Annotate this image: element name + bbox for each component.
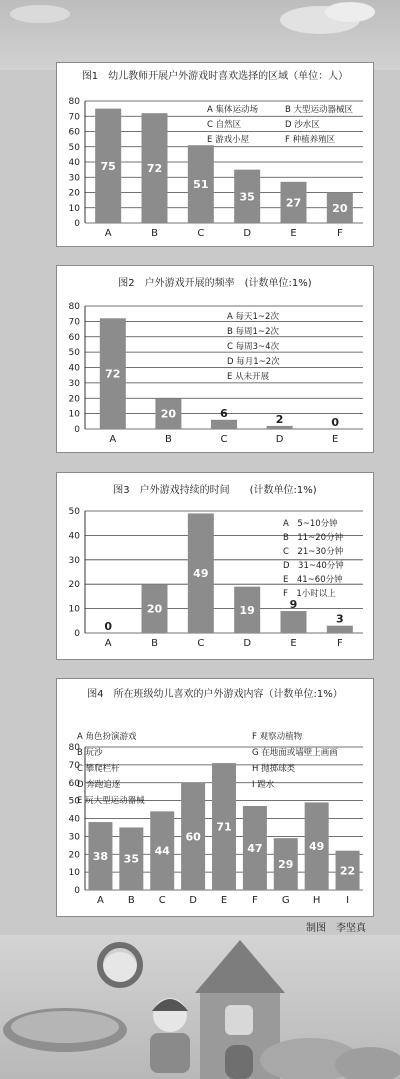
chart-2-legend-item: C 每周3~4次 (227, 342, 280, 352)
chart-2-bar-D (267, 426, 293, 429)
chart-4-legend-item: A 角色扮演游戏 (77, 732, 137, 742)
chart-4-legend-item: G 在地面或墙壁上画画 (252, 748, 338, 758)
chart-4-value-label: 38 (92, 850, 109, 864)
chart-4-x-tick-label: F (252, 895, 258, 906)
chart-3-x-tick-label: B (151, 638, 158, 649)
chart-3-value-label: 19 (239, 603, 255, 617)
chart-4-y-tick-label: 0 (74, 886, 80, 896)
chart-2-bar-C (211, 420, 237, 429)
chart-2-y-tick-label: 80 (68, 302, 80, 312)
chart-4-y-tick-label: 70 (68, 760, 80, 771)
chart-2-legend-item: A 每天1~2次 (227, 312, 279, 322)
chart-1-title: 图1 幼儿教师开展户外游戏时喜欢选择的区域（单位：人） (81, 71, 349, 82)
chart-4-value-label: 44 (154, 844, 170, 858)
chart-1-legend-item: E 游戏小屋 (207, 135, 250, 145)
chart-1-x-tick-label: C (197, 228, 205, 239)
chart-3-x-tick-label: F (336, 638, 343, 649)
chart-2-panel (56, 265, 374, 453)
chart-4-value-label: 35 (123, 852, 139, 866)
chart-4-y-tick-label: 60 (68, 778, 80, 789)
chart-2-x-tick-label: B (164, 434, 172, 445)
chart-1-y-tick-label: 50 (68, 142, 80, 153)
chart-1-legend-item: A 集体运动场 (207, 105, 259, 115)
chart-3-legend-item: A 5~10分钟 (283, 519, 338, 529)
chart-1-y-tick-label: 20 (68, 188, 80, 199)
chart-2-title: 图2 户外游戏开展的频率 (计数单位:1%) (118, 278, 312, 289)
chart-3-legend-item: E 41~60分钟 (283, 575, 343, 585)
chart-1-panel (56, 62, 374, 247)
chart-4-x-tick-label: C (158, 895, 166, 906)
chart-4-legend-item: C 攀爬栏杆 (77, 764, 120, 774)
chart-3-y-tick-label: 50 (68, 507, 80, 517)
chart-1-legend-item: C 自然区 (207, 120, 242, 130)
chart-4-x-tick-label: G (281, 895, 290, 906)
chart-4-value-label: 49 (309, 840, 325, 854)
chart-1-value-label: 35 (239, 190, 255, 204)
chart-2-legend-item: D 每月1~2次 (227, 357, 280, 367)
chart-2-legend-item: E 从未开展 (227, 372, 270, 382)
chart-1-y-tick-label: 30 (68, 173, 80, 184)
chart-4-value-label: 71 (216, 820, 232, 834)
chart-3-value-label: 20 (146, 602, 163, 616)
chart-3-bar-E (281, 611, 307, 633)
chart-2-value-label: 6 (220, 406, 228, 420)
chart-4-y-tick-label: 20 (68, 850, 80, 861)
chart-3-title: 图3 户外游戏持续的时间 (计数单位:1%) (113, 485, 317, 496)
credit-text: 制图 李坚真 (306, 923, 366, 934)
chart-3-legend-item: C 21~30分钟 (283, 547, 344, 557)
chart-4-panel (56, 678, 374, 917)
chart-1-legend-item: F 种植养殖区 (285, 135, 336, 145)
chart-3-value-label: 9 (289, 598, 298, 612)
chart-4-value-label: 22 (339, 864, 356, 878)
chart-2-y-tick-label: 20 (68, 394, 80, 405)
chart-3-x-tick-label: D (243, 638, 252, 649)
chart-3-value-label: 3 (336, 612, 344, 626)
chart-2-x-tick-label: A (109, 434, 117, 445)
chart-3-y-tick-label: 10 (68, 604, 80, 615)
chart-4-x-tick-label: A (97, 895, 104, 906)
chart-1-value-label: 27 (285, 196, 302, 210)
chart-3-value-label: 49 (193, 567, 209, 581)
cloud-decoration (0, 0, 400, 70)
chart-2-y-tick-label: 70 (68, 317, 80, 328)
chart-4-y-tick-label: 40 (68, 814, 80, 825)
chart-4-legend-item: I 蹚水 (252, 780, 275, 790)
chart-1-x-tick-label: D (243, 228, 252, 239)
chart-2-y-tick-label: 0 (74, 425, 80, 435)
chart-1-y-tick-label: 0 (74, 219, 80, 229)
chart-1-x-tick-label: B (151, 228, 158, 239)
chart-1-y-tick-label: 40 (68, 158, 80, 168)
chart-1 (57, 63, 373, 246)
chart-3-legend-item: B 11~20分钟 (283, 533, 344, 543)
chart-3 (57, 473, 373, 659)
chart-4-y-tick-label: 10 (68, 868, 80, 879)
chart-2-value-label: 2 (275, 412, 284, 426)
chart-2 (57, 266, 373, 452)
chart-3-y-tick-label: 40 (68, 531, 80, 542)
chart-2-value-label: 20 (160, 407, 177, 421)
chart-3-y-tick-label: 20 (68, 580, 80, 591)
chart-4-value-label: 29 (278, 858, 294, 872)
chart-1-y-tick-label: 10 (68, 203, 80, 214)
chart-3-y-tick-label: 0 (74, 629, 80, 639)
chart-4-x-tick-label: B (127, 895, 135, 906)
chart-1-value-label: 20 (332, 201, 348, 215)
chart-4-legend-item: F 观察动植物 (252, 732, 303, 742)
chart-3-bar-F (327, 626, 353, 633)
chart-4-legend-item: B 玩沙 (77, 748, 103, 758)
chart-3-x-tick-label: A (104, 638, 112, 649)
chart-4-x-tick-label: D (189, 895, 197, 906)
chart-1-value-label: 72 (146, 162, 163, 176)
chart-2-value-label: 0 (331, 416, 340, 429)
chart-3-x-tick-label: C (197, 638, 205, 649)
chart-4-y-tick-label: 80 (68, 743, 80, 753)
chart-1-y-tick-label: 60 (68, 127, 80, 138)
chart-4-x-tick-label: E (220, 895, 228, 906)
chart-2-y-tick-label: 10 (68, 409, 80, 420)
chart-1-y-tick-label: 80 (68, 97, 80, 107)
chart-1-legend-item: D 沙水区 (285, 120, 320, 130)
chart-4-value-label: 60 (185, 830, 201, 844)
chart-1-legend-item: B 大型运动器械区 (285, 105, 354, 115)
chart-1-x-tick-label: A (104, 228, 112, 239)
chart-2-x-tick-label: C (220, 434, 228, 445)
chart-4-title: 图4 所在班级幼儿喜欢的户外游戏内容（计数单位:1%） (87, 689, 343, 700)
chart-3-legend-item: F 1小时以上 (283, 589, 336, 599)
chart-1-x-tick-label: E (290, 228, 297, 239)
chart-4-legend-item: E 玩大型运动器械 (77, 796, 145, 806)
chart-2-y-tick-label: 60 (68, 332, 80, 343)
chart-2-x-tick-label: D (275, 434, 284, 445)
chart-2-x-tick-label: E (332, 434, 339, 445)
chart-2-y-tick-label: 40 (68, 363, 80, 374)
chart-4 (57, 679, 373, 916)
chart-2-value-label: 72 (105, 367, 121, 381)
chart-3-value-label: 0 (104, 620, 112, 633)
chart-4-value-label: 47 (247, 841, 263, 855)
chart-3-panel (56, 472, 374, 660)
chart-3-y-tick-label: 30 (68, 555, 80, 566)
chart-1-y-tick-label: 70 (68, 112, 80, 123)
chart-3-x-tick-label: E (290, 638, 297, 649)
chart-4-y-tick-label: 50 (68, 796, 80, 807)
cartoon-illustration (0, 935, 400, 1079)
chart-2-legend-item: B 每周1~2次 (227, 327, 279, 337)
chart-2-y-tick-label: 50 (68, 348, 80, 359)
chart-2-y-tick-label: 30 (68, 378, 80, 389)
chart-4-x-tick-label: H (312, 895, 321, 906)
chart-1-value-label: 75 (100, 159, 116, 173)
chart-4-legend-item: D 奔跑追逐 (77, 780, 121, 790)
chart-3-legend-item: D 31~40分钟 (283, 561, 344, 571)
chart-1-value-label: 51 (193, 178, 209, 192)
chart-4-legend-item: H 抛掷球类 (252, 764, 296, 774)
chart-4-x-tick-label: I (346, 895, 350, 906)
chart-1-x-tick-label: F (336, 228, 343, 239)
chart-4-y-tick-label: 30 (68, 832, 80, 843)
